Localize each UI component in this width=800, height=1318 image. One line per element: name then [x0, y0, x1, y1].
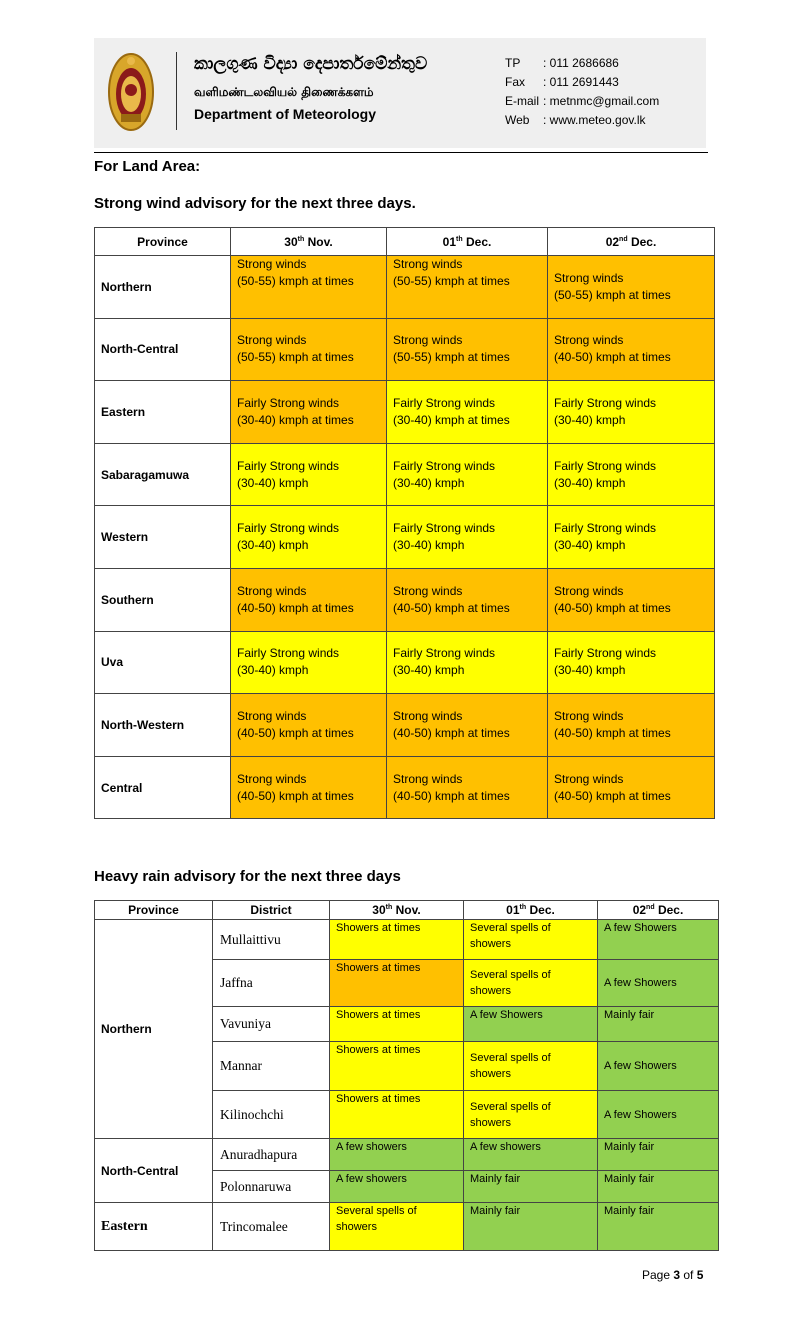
district-cell: Trincomalee: [213, 1203, 330, 1251]
column-header-district: District: [213, 901, 330, 920]
table-row: [95, 631, 715, 694]
table-row: [95, 694, 715, 757]
district-cell: Mannar: [213, 1042, 330, 1091]
contact-value: : 011 2686686: [543, 56, 619, 70]
forecast-cell: Strong winds (50-55) kmph at times: [231, 256, 387, 319]
province-cell: North-Central: [95, 1139, 213, 1203]
district-cell: Vavuniya: [213, 1007, 330, 1042]
contact-block: [505, 54, 659, 130]
column-header-date-3: 02nd Dec.: [548, 228, 715, 256]
district-cell: Jaffna: [213, 960, 330, 1007]
province-cell: North-Central: [95, 318, 231, 381]
forecast-cell: Several spells of showers: [330, 1203, 464, 1251]
forecast-cell: A few Showers: [598, 1091, 719, 1139]
forecast-cell: Mainly fair: [464, 1203, 598, 1251]
forecast-cell: Showers at times: [330, 1042, 464, 1091]
forecast-cell: A few Showers: [464, 1007, 598, 1042]
table-row: [95, 443, 715, 506]
contact-label: Web: [505, 113, 530, 127]
district-cell: Anuradhapura: [213, 1139, 330, 1171]
forecast-cell: Fairly Strong winds (30-40) kmph: [387, 631, 548, 694]
letterhead: [94, 38, 706, 148]
table-header-row: [95, 901, 719, 920]
forecast-cell: Strong winds (50-55) kmph at times: [387, 256, 548, 319]
column-header-date-1: 30th Nov.: [330, 901, 464, 920]
province-cell: Southern: [95, 568, 231, 631]
forecast-cell: Strong winds (40-50) kmph at times: [387, 756, 548, 819]
contact-fax: [505, 73, 659, 92]
district-cell: Polonnaruwa: [213, 1171, 330, 1203]
table-row: [95, 1139, 719, 1171]
contact-email: [505, 92, 659, 111]
forecast-cell: Strong winds (50-55) kmph at times: [548, 256, 715, 319]
header-divider: [176, 52, 177, 130]
wind-advisory-table: [94, 227, 715, 819]
forecast-cell: Mainly fair: [598, 1171, 719, 1203]
forecast-cell: Fairly Strong winds (30-40) kmph: [387, 443, 548, 506]
contact-label: E-mail: [505, 94, 540, 108]
contact-value[interactable]: : www.meteo.gov.lk: [543, 113, 646, 127]
wind-advisory-title: Strong wind advisory for the next three days.: [94, 195, 416, 212]
contact-label: Fax: [505, 75, 526, 89]
table-header-row: [95, 228, 715, 256]
forecast-cell: Fairly Strong winds (30-40) kmph: [548, 506, 715, 569]
forecast-cell: Fairly Strong winds (30-40) kmph: [548, 443, 715, 506]
forecast-cell: Fairly Strong winds (30-40) kmph at times: [387, 381, 548, 444]
forecast-cell: Strong winds (40-50) kmph at times: [387, 568, 548, 631]
forecast-cell: Mainly fair: [598, 1203, 719, 1251]
forecast-cell: Showers at times: [330, 1007, 464, 1042]
forecast-cell: A few showers: [330, 1171, 464, 1203]
forecast-cell: Several spells of showers: [464, 1091, 598, 1139]
forecast-cell: Fairly Strong winds (30-40) kmph: [231, 506, 387, 569]
forecast-cell: Strong winds (50-55) kmph at times: [231, 318, 387, 381]
forecast-cell: A few Showers: [598, 960, 719, 1007]
forecast-cell: Strong winds (40-50) kmph at times: [231, 568, 387, 631]
forecast-cell: A few Showers: [598, 1042, 719, 1091]
column-header-date-2: 01th Dec.: [464, 901, 598, 920]
table-row: [95, 756, 715, 819]
province-cell: Central: [95, 756, 231, 819]
table-row: [95, 568, 715, 631]
forecast-cell: Mainly fair: [598, 1007, 719, 1042]
forecast-cell: Strong winds (40-50) kmph at times: [548, 568, 715, 631]
column-header-date-1: 30th Nov.: [231, 228, 387, 256]
rain-advisory-title: Heavy rain advisory for the next three days: [94, 868, 401, 885]
sri-lanka-emblem-icon: [108, 52, 154, 132]
province-cell: Uva: [95, 631, 231, 694]
table-row: [95, 920, 719, 960]
column-header-date-2: 01th Dec.: [387, 228, 548, 256]
forecast-cell: Strong winds (40-50) kmph at times: [548, 694, 715, 757]
forecast-cell: Several spells of showers: [464, 1042, 598, 1091]
forecast-cell: Mainly fair: [598, 1139, 719, 1171]
column-header-date-3: 02nd Dec.: [598, 901, 719, 920]
rain-advisory-table: [94, 900, 719, 1251]
province-cell: Eastern: [95, 381, 231, 444]
province-cell: North-Western: [95, 694, 231, 757]
table-row: [95, 1203, 719, 1251]
forecast-cell: Fairly Strong winds (30-40) kmph: [387, 506, 548, 569]
forecast-cell: Strong winds (40-50) kmph at times: [231, 694, 387, 757]
district-cell: Mullaittivu: [213, 920, 330, 960]
forecast-cell: Fairly Strong winds (30-40) kmph: [231, 631, 387, 694]
forecast-cell: Several spells of showers: [464, 920, 598, 960]
table-row: [95, 381, 715, 444]
department-title-english: Department of Meteorology: [194, 106, 377, 122]
forecast-cell: Fairly Strong winds (30-40) kmph: [548, 381, 715, 444]
province-cell: Northern: [95, 256, 231, 319]
page-number: Page 3 of 5: [642, 1268, 704, 1282]
province-cell: Western: [95, 506, 231, 569]
forecast-cell: Strong winds (40-50) kmph at times: [548, 756, 715, 819]
province-cell: Eastern: [95, 1203, 213, 1251]
forecast-cell: Fairly Strong winds (30-40) kmph: [548, 631, 715, 694]
department-title-tamil: வளிமண்டலவியல் திணைக்களம்: [194, 85, 374, 99]
contact-web: [505, 111, 659, 130]
contact-label: TP: [505, 56, 521, 70]
table-row: [95, 256, 715, 319]
section-heading-land: For Land Area:: [94, 158, 201, 175]
forecast-cell: Strong winds (40-50) kmph at times: [231, 756, 387, 819]
province-cell: Northern: [95, 920, 213, 1139]
contact-value[interactable]: : metnmc@gmail.com: [543, 94, 660, 108]
forecast-cell: Showers at times: [330, 920, 464, 960]
header-rule: [94, 152, 708, 153]
table-row: [95, 318, 715, 381]
forecast-cell: Showers at times: [330, 960, 464, 1007]
table-row: [95, 506, 715, 569]
province-cell: Sabaragamuwa: [95, 443, 231, 506]
department-title-sinhala: කාලගුණ විද්‍යා දෙපාර්තමේන්තුව: [194, 54, 428, 74]
column-header-province: Province: [95, 901, 213, 920]
forecast-cell: Showers at times: [330, 1091, 464, 1139]
forecast-cell: Strong winds (40-50) kmph at times: [548, 318, 715, 381]
column-header-province: Province: [95, 228, 231, 256]
forecast-cell: Mainly fair: [464, 1171, 598, 1203]
forecast-cell: Several spells of showers: [464, 960, 598, 1007]
district-cell: Kilinochchi: [213, 1091, 330, 1139]
contact-tp: [505, 54, 659, 73]
forecast-cell: Fairly Strong winds (30-40) kmph at times: [231, 381, 387, 444]
forecast-cell: Strong winds (40-50) kmph at times: [387, 694, 548, 757]
forecast-cell: A few showers: [464, 1139, 598, 1171]
contact-value: : 011 2691443: [543, 75, 619, 89]
forecast-cell: A few showers: [330, 1139, 464, 1171]
forecast-cell: Strong winds (50-55) kmph at times: [387, 318, 548, 381]
forecast-cell: Fairly Strong winds (30-40) kmph: [231, 443, 387, 506]
forecast-cell: A few Showers: [598, 920, 719, 960]
